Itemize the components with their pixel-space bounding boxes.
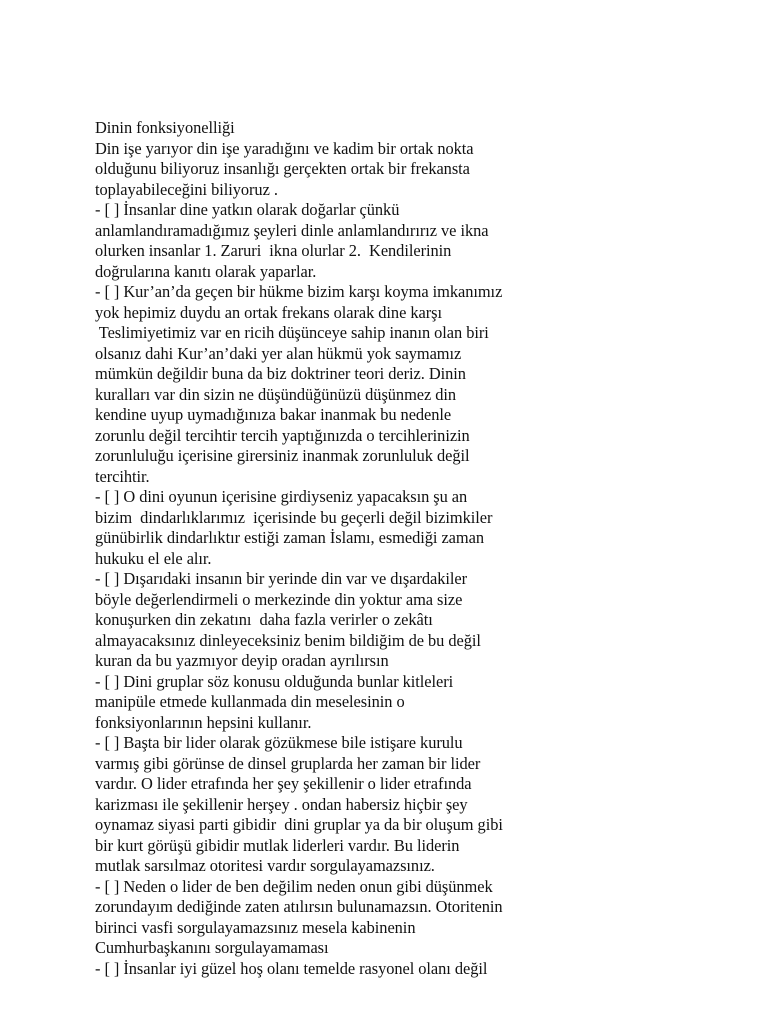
text-line: doğrularına kanıtı olarak yaparlar.: [95, 261, 317, 281]
text-line: mutlak sarsılmaz otoritesi vardır sorgulayamazsınız.: [95, 856, 435, 875]
text-line: tercihtir.: [95, 466, 150, 486]
text-line: oynamaz siyasi parti gibidir dini gruplar ya da bir oluşum gibi: [95, 815, 503, 834]
text-line: günübirlik dindarlıktır estiği zaman İslamı, esmediği zaman: [95, 528, 484, 547]
text-line: yok hepimiz duydu an ortak frekans olarak dine karşı: [95, 302, 442, 322]
text-line: kendine uyup uymadığınıza bakar inanmak bu nedenle: [95, 405, 452, 424]
text-line: mümkün değildir buna da biz doktriner teori deriz. Dinin: [95, 364, 466, 383]
text-line: zorunlu değil tercihtir tercih yaptığınızda o tercihlerinizin: [95, 425, 470, 445]
text-line: olurken insanlar 1. Zaruri ikna olurlar 2. Kendilerinin: [95, 241, 452, 260]
text-line: - [ ] Neden o lider de ben değilim neden onun gibi düşünmek: [95, 876, 493, 896]
text-line: almayacaksınız dinleyeceksiniz benim bildiğim de bu değil: [95, 630, 481, 650]
text-line: birinci vasfi sorgulayamazsınız mesela kabinenin: [95, 917, 416, 937]
text-line: kuralları var din sizin ne düşündüğünüzü düşünmez din: [95, 384, 457, 404]
text-line: - [ ] İnsanlar dine yatkın olarak doğarlar çünkü: [95, 200, 400, 219]
document-title: Dinin fonksiyonelliği: [95, 118, 235, 137]
text-line: varmış gibi görünse de dinsel gruplarda her zaman bir lider: [95, 753, 481, 773]
text-line: Teslimiyetimiz var en ricih düşünceye sahip inanın olan biri: [95, 323, 489, 342]
text-line: Din işe yarıyor din işe yaradığını ve kadim bir ortak nokta: [95, 138, 474, 158]
document-text: [95, 118, 575, 979]
text-line: bir kurt görüşü gibidir mutlak liderleri vardır. Bu liderin: [95, 835, 460, 855]
text-line: konuşurken din zekatını daha fazla verirler o zekâtı: [95, 610, 433, 629]
text-line: - [ ] Dışarıdaki insanın bir yerinde din var ve dışardakiler: [95, 569, 468, 588]
text-line: hukuku el ele alır.: [95, 548, 212, 568]
text-line: anlamlandıramadığımız şeyleri dinle anlamlandırırız ve ikna: [95, 220, 489, 240]
text-line: zorundayım dediğinde zaten atılırsın bulunamazsın. Otoritenin: [95, 897, 503, 916]
text-line: kuran da bu yazmıyor deyip oradan ayrılırsın: [95, 651, 389, 670]
text-line: Cumhurbaşkanını sorgulayamaması: [95, 938, 329, 957]
text-line: olduğunu biliyoruz insanlığı gerçekten ortak bir frekansta: [95, 159, 470, 178]
text-line: olsanız dahi Kur’an’daki yer alan hükmü yok saymamız: [95, 343, 462, 363]
text-line: manipüle etmede kullanmada din meselesinin o: [95, 692, 405, 711]
text-line: karizması ile şekillenir herşey . ondan habersiz hiçbir şey: [95, 794, 468, 814]
text-line: bizim dindarlıklarımız içerisinde bu geçerli değil bizimkiler: [95, 507, 493, 527]
text-line: zorunluluğu içerisine girersiniz inanmak zorunluluk değil: [95, 446, 470, 465]
text-line: - [ ] Dini gruplar söz konusu olduğunda bunlar kitleleri: [95, 671, 454, 691]
text-line: fonksiyonlarının hepsini kullanır.: [95, 712, 312, 732]
text-line: toplayabileceğini biliyoruz .: [95, 179, 278, 199]
text-line: - [ ] O dini oyunun içerisine girdiyseniz yapacaksın şu an: [95, 487, 468, 506]
text-line: - [ ] İnsanlar iyi güzel hoş olanı temelde rasyonel olanı değil: [95, 958, 488, 978]
text-line: böyle değerlendirmeli o merkezinde din yoktur ama size: [95, 589, 463, 609]
text-line: - [ ] Başta bir lider olarak gözükmese bile istişare kurulu: [95, 733, 463, 752]
text-line: - [ ] Kur’an’da geçen bir hükme bizim karşı koyma imkanımız: [95, 282, 503, 301]
text-line: vardır. O lider etrafında her şey şekillenir o lider etrafında: [95, 774, 472, 793]
